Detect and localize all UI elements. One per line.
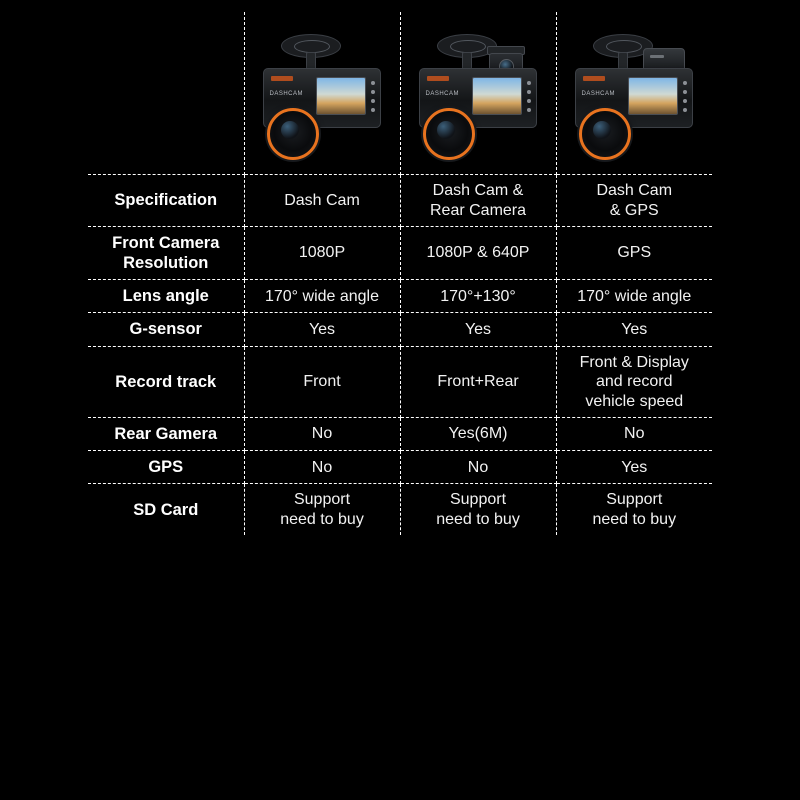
dash-cam-gps-illustration [557,12,713,174]
dash-cam-only-illustration [245,12,400,174]
product-image-row [88,12,712,175]
cell-g-sensor-col2: Yes [400,313,556,346]
product-image-cell-gps [556,12,712,175]
cell-specification-col2: Dash Cam & Rear Camera [400,175,556,227]
camera-lens-icon [423,108,475,160]
cell-g-sensor-col3: Yes [556,313,712,346]
table-row [88,280,712,313]
cell-gps-col2: No [400,451,556,484]
table-row [88,484,712,536]
camera-lens-icon [579,108,631,160]
table-wrapper [88,12,712,774]
cell-specification-col1: Dash Cam [244,175,400,227]
row-label-gps: GPS [88,451,244,484]
camera-lens-icon [267,108,319,160]
table-row [88,227,712,280]
suction-mount-icon [281,34,339,64]
cell-lens-angle-col1: 170° wide angle [244,280,400,313]
cell-record-track-col2: Front+Rear [400,346,556,418]
table-row [88,418,712,451]
cell-gps-col3: Yes [556,451,712,484]
row-label-specification: Specification [88,175,244,227]
dash-cam-body: DASHCAM [419,68,537,128]
cell-record-track-col1: Front [244,346,400,418]
cell-rear-camera-col2: Yes(6M) [400,418,556,451]
row-label-rear-camera: Rear Gamera [88,418,244,451]
cell-rear-camera-col1: No [244,418,400,451]
table-row [88,346,712,418]
cell-front-camera-resolution-col2: 1080P & 640P [400,227,556,280]
dash-cam-rear-camera-illustration [401,12,556,174]
row-label-sd-card: SD Card [88,484,244,536]
cell-front-camera-resolution-col3: GPS [556,227,712,280]
cell-sd-card-col2: Support need to buy [400,484,556,536]
cell-sd-card-col3: Support need to buy [556,484,712,536]
cell-specification-col3: Dash Cam & GPS [556,175,712,227]
cell-g-sensor-col1: Yes [244,313,400,346]
table-row [88,451,712,484]
row-label-g-sensor: G-sensor [88,313,244,346]
row-label-front-camera-resolution: Front Camera Resolution [88,227,244,280]
table-row [88,175,712,227]
row-label-record-track: Record track [88,346,244,418]
dash-cam-body: DASHCAM [263,68,381,128]
cell-gps-col1: No [244,451,400,484]
product-image-cell-dash-cam [244,12,400,175]
cell-front-camera-resolution-col1: 1080P [244,227,400,280]
cell-rear-camera-col3: No [556,418,712,451]
cell-lens-angle-col2: 170°+130° [400,280,556,313]
specification-comparison-table [88,12,712,535]
product-image-cell-rear-camera [400,12,556,175]
row-label-lens-angle: Lens angle [88,280,244,313]
dash-cam-body: DASHCAM [575,68,693,128]
cell-sd-card-col1: Support need to buy [244,484,400,536]
empty-corner-cell [88,12,244,175]
cell-record-track-col3: Front & Display and record vehicle speed [556,346,712,418]
table-row [88,313,712,346]
cell-lens-angle-col3: 170° wide angle [556,280,712,313]
